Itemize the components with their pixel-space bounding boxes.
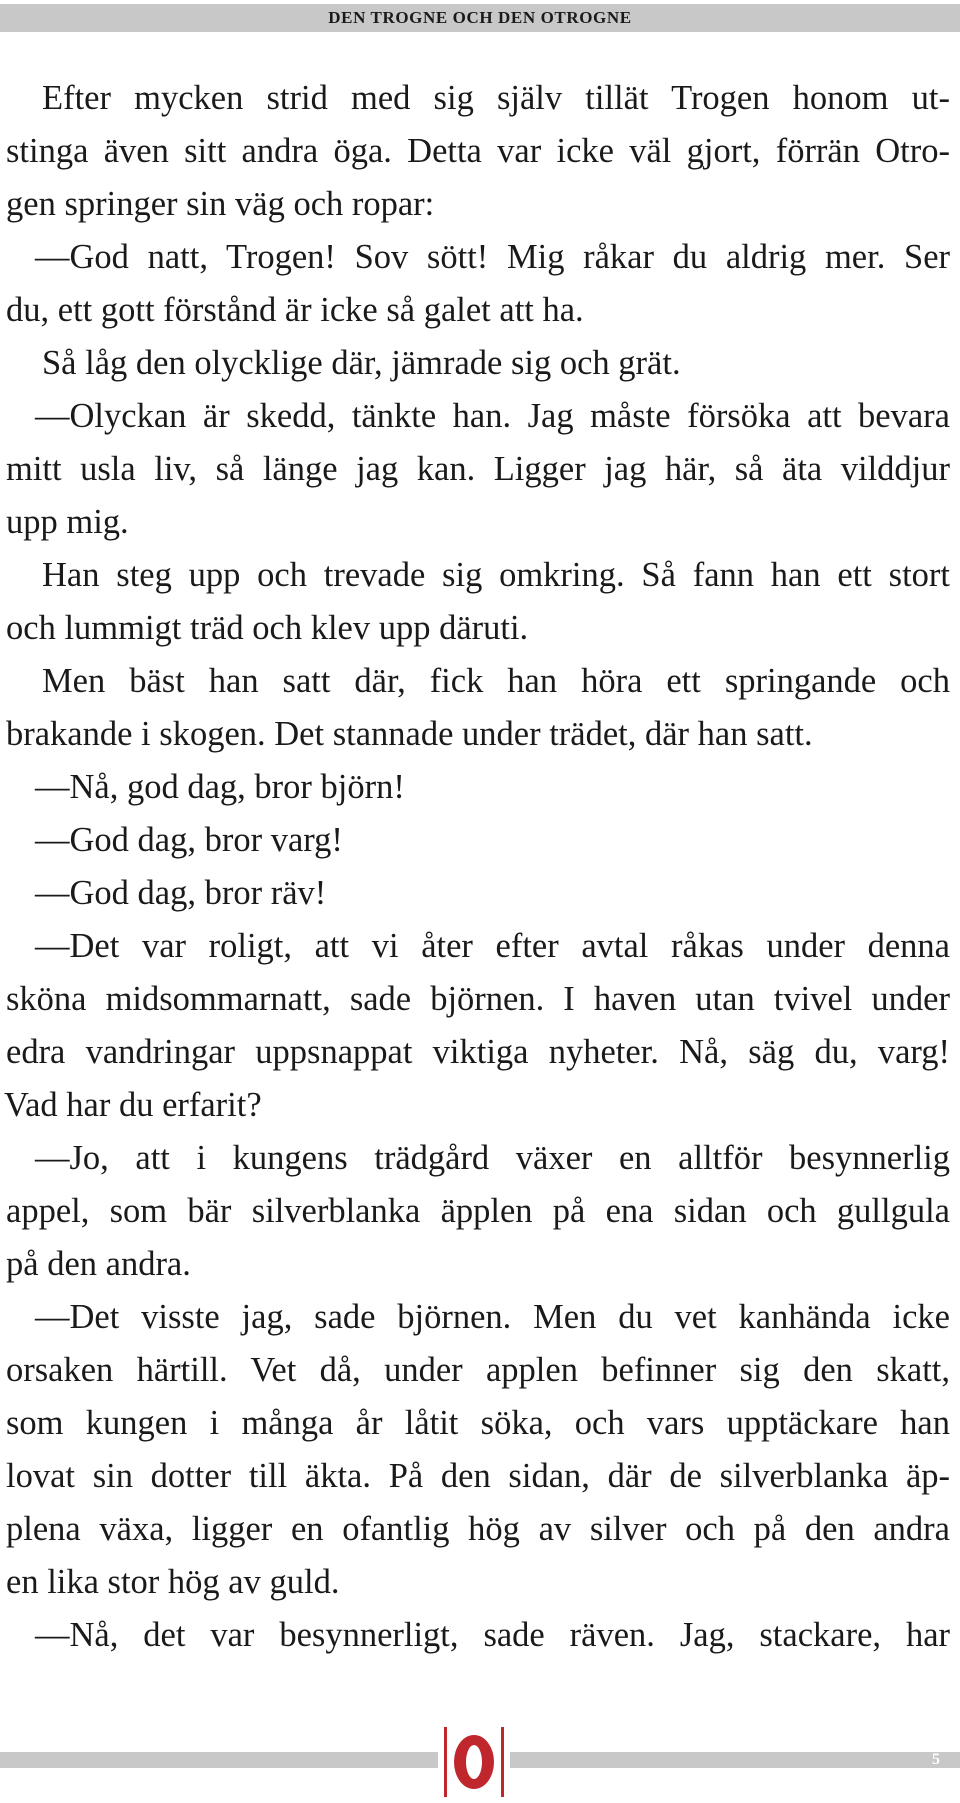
text-line: Men bäst han satt där, fick han höra ett springande och [42,662,950,700]
text-line: —God dag, bror räv! [35,874,327,912]
text-line: stinga även sitt andra öga. Detta var icke väl gjort, förrän Otro- [6,132,950,170]
running-header-title: DEN TROGNE OCH DEN OTROGNE [328,8,632,27]
text-line: orsaken härtill. Vet då, under applen befinner sig den skatt, [6,1351,950,1389]
text-line: gen springer sin väg och ropar: [6,185,435,223]
text-line: som kungen i många år låtit söka, och vars upptäckare han [6,1404,950,1442]
text-line: brakande i skogen. Det stannade under trädet, där han satt. [6,715,813,753]
text-line: Han steg upp och trevade sig omkring. Så fann han ett stort [42,556,950,594]
book-page-text [6,72,950,1662]
page-number: 5 [932,1751,940,1768]
text-line: på den andra. [6,1245,191,1283]
text-line: mitt usla liv, så länge jag kan. Ligger jag här, så äta vilddjur [6,450,950,488]
text-line: lovat sin dotter till äkta. På den sidan, där de silverblanka äp- [6,1457,950,1495]
text-line: —Det visste jag, sade björnen. Men du vet kanhända icke [35,1298,950,1336]
running-header [0,4,960,32]
publisher-logo-graphic [438,1724,510,1800]
text-line: —God dag, bror varg! [35,821,343,859]
text-line: en lika stor hög av guld. [6,1563,340,1601]
text-line: —Nå, det var besynnerligt, sade räven. Jag, stackare, har [35,1616,950,1654]
text-line: upp mig. [6,503,129,541]
text-line: —Jo, att i kungens trädgård växer en alltför besynnerlig [35,1139,950,1177]
text-line: plena växa, ligger en ofantlig hög av silver och på den andra [6,1510,950,1548]
text-line: du, ett gott förstånd är icke så galet att ha. [6,291,584,329]
text-line: —Nå, god dag, bror björn! [35,768,405,806]
text-line: Så låg den olycklige där, jämrade sig och grät. [42,344,681,382]
text-line: —Olyckan är skedd, tänkte han. Jag måste försöka att bevara [35,397,950,435]
text-line: appel, som bär silverblanka äpplen på ena sidan och gullgula [6,1192,950,1230]
text-line: edra vandringar uppsnappat viktiga nyheter. Nå, säg du, varg! [6,1033,950,1071]
text-line: sköna midsommarnatt, sade björnen. I haven utan tvivel under [6,980,950,1018]
text-line: Vad har du erfarit? [4,1086,262,1124]
text-line: —Det var roligt, att vi åter efter avtal råkas under denna [35,927,950,965]
text-line: och lummigt träd och klev upp däruti. [6,609,529,647]
text-line: Efter mycken strid med sig själv tillät Trogen honom ut- [42,79,950,117]
text-line: —God natt, Trogen! Sov sött! Mig råkar du aldrig mer. Ser [35,238,950,276]
publisher-o-logo-icon [438,1724,510,1800]
